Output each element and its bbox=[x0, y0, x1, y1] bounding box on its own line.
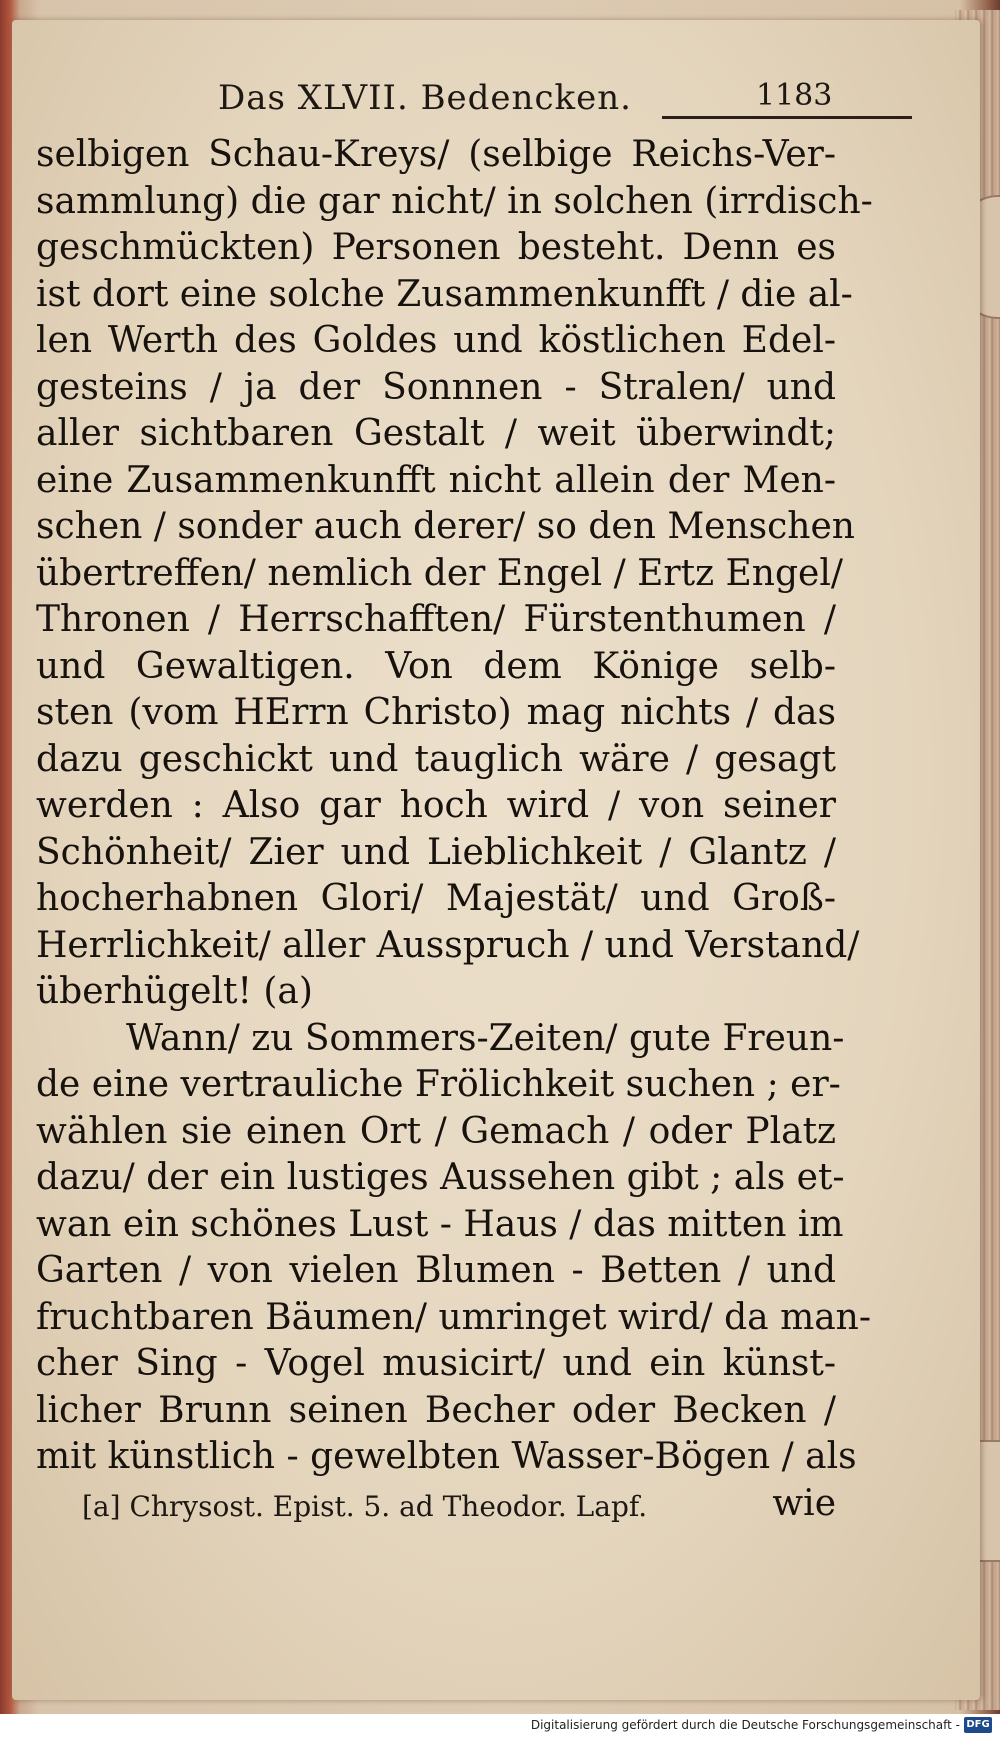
text-line: Herrlichkeit/ aller Ausspruch / und Verstand/ bbox=[36, 924, 860, 966]
text-line: geschmückten) Personen besteht. Denn es bbox=[36, 227, 836, 268]
text-line: cher Sing - Vogel musicirt/ und ein künst- bbox=[36, 1343, 836, 1384]
text-line: und Gewaltigen. Von dem Könige selb- bbox=[36, 645, 836, 687]
text-line: selbigen Schau-Kreys/ (selbige Reichs-Ver- bbox=[36, 134, 836, 175]
digitization-credit: Digitalisierung gefördert durch die Deutsche Forschungsgemeinschaft - bbox=[530, 1718, 960, 1732]
text-line: dazu geschickt und tauglich wäre / gesagt bbox=[36, 738, 836, 780]
text-line: wählen sie einen Ort / Gemach / oder Platz bbox=[36, 1110, 836, 1152]
text-line: de eine vertrauliche Frölichkeit suchen ; er- bbox=[36, 1064, 841, 1105]
text-line: überhügelt! (a) bbox=[36, 971, 313, 1012]
text-line: licher Brunn seinen Becher oder Becken / bbox=[36, 1389, 836, 1431]
text-line: Garten / von vielen Blumen - Betten / und bbox=[36, 1250, 836, 1291]
text-line: dazu/ der ein lustiges Aussehen gibt ; als et- bbox=[36, 1157, 845, 1198]
text-line: sammlung) die gar nicht/ in solchen (irrdisch- bbox=[36, 180, 873, 222]
text-line: eine Zusammenkunfft nicht allein der Men- bbox=[36, 459, 836, 501]
text-line: mit künstlich - gewelbten Wasser-Bögen / als bbox=[36, 1436, 857, 1477]
text-line: wan ein schönes Lust - Haus / das mitten im bbox=[36, 1203, 844, 1245]
text-line: aller sichtbaren Gestalt / weit überwindt; bbox=[36, 413, 836, 454]
text-line: hocherhabnen Glori/ Majestät/ und Groß- bbox=[36, 878, 836, 919]
header-rule bbox=[662, 116, 912, 119]
page-number: 1183 bbox=[756, 78, 833, 113]
text-line: len Werth des Goldes und köstlichen Edel- bbox=[36, 320, 836, 361]
catchword: wie bbox=[772, 1482, 836, 1524]
text-line: übertreffen/ nemlich der Engel / Ertz Engel/ bbox=[36, 552, 843, 594]
body-text bbox=[36, 132, 873, 1527]
text-line: gesteins / ja der Sonnnen - Stralen/ und bbox=[36, 366, 836, 408]
text-line: Schönheit/ Zier und Lieblichkeit / Glantz / bbox=[36, 831, 836, 873]
text-line: schen / sonder auch derer/ so den Menschen bbox=[36, 506, 855, 547]
text-line: werden : Also gar hoch wird / von seiner bbox=[36, 785, 836, 826]
text-line: fruchtbaren Bäumen/ umringet wird/ da man- bbox=[36, 1296, 872, 1338]
text-line: sten (vom HErrn Christo) mag nichts / das bbox=[36, 692, 836, 733]
text-line: Wann/ zu Sommers-Zeiten/ gute Freun- bbox=[126, 1017, 845, 1059]
text-line: Thronen / Herrschafften/ Fürstenthumen / bbox=[36, 599, 836, 640]
footnote: [a] Chrysost. Epist. 5. ad Theodor. Lapf. bbox=[82, 1490, 648, 1523]
dfg-logo: DFG bbox=[964, 1717, 992, 1733]
text-line: ist dort eine solche Zusammenkunfft / die al- bbox=[36, 273, 853, 315]
running-title: Das XLVII. Bedencken. bbox=[218, 78, 632, 118]
running-header bbox=[218, 78, 838, 120]
